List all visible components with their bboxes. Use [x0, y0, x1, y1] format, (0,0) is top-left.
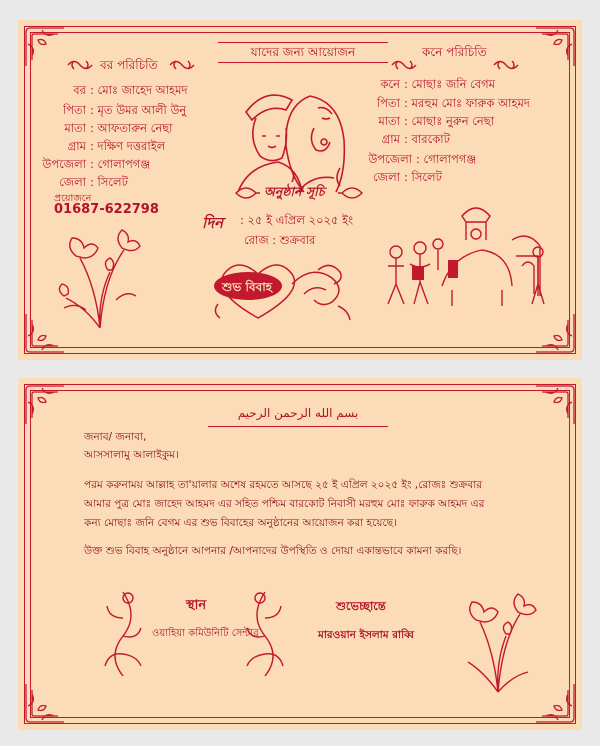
vine-ornament-icon	[240, 588, 290, 678]
groom-label: উপজেলা	[42, 157, 86, 171]
invitation-inner-card	[18, 378, 582, 730]
corner-ornament-icon	[532, 382, 578, 428]
bride-value: : মোছাঃ জনি বেগম	[404, 77, 496, 91]
bride-value: : গোলাপগঞ্জ	[416, 152, 477, 166]
groom-value: : সিলেট	[90, 175, 128, 189]
groom-value: : আফতারুন নেছা	[90, 121, 173, 135]
bride-label: পিতা	[376, 96, 400, 110]
corner-ornament-icon	[532, 24, 578, 70]
groom-heading: বর পরিচিতি	[100, 58, 158, 72]
wedding-procession-illustration	[382, 200, 552, 310]
corner-ornament-icon	[22, 24, 68, 70]
groom-value: : গোলাপগঞ্জ	[90, 157, 151, 171]
contact-label: প্রয়োজনে	[54, 193, 92, 204]
corner-ornament-icon	[532, 310, 578, 356]
event-banner: অনুষ্ঠান সূচি	[264, 184, 325, 199]
bride-label: গ্রাম	[381, 132, 400, 146]
venue-name: ওয়াহিয়া কমিউনিটি সেন্টার	[152, 628, 259, 639]
bride-value: : সিলেট	[404, 170, 442, 184]
groom-label: মাতা	[64, 121, 86, 135]
bride-value: : মরহুম মোঃ ফারুক আহমদ	[404, 96, 530, 110]
flourish-icon	[234, 184, 260, 202]
corner-ornament-icon	[532, 680, 578, 726]
flourish-icon	[390, 58, 418, 72]
groom-label: গ্রাম	[67, 139, 86, 153]
bride-label: জেলা	[373, 170, 400, 184]
phone-number: 01687-622798	[54, 202, 159, 217]
bride-heading: কনে পরিচিতি	[422, 45, 487, 59]
bride-value: : মোছাঃ নুরুন নেছা	[404, 114, 495, 128]
sender-name: মারওয়ান ইসলাম রাব্বি	[318, 629, 414, 641]
salutation: জনাব/ জনাবা,	[84, 431, 147, 443]
body-line: পরম করুনাময় আল্লাহ তা'য়ালার অশেষ রহমতে আসছে ২৫ ই এপ্রিল ২০২৫ ইং ,রোজঃ শুক্রবার	[84, 479, 483, 491]
bride-label: মাতা	[378, 114, 400, 128]
corner-ornament-icon	[22, 680, 68, 726]
bride-label: উপজেলা	[368, 152, 412, 166]
bride-value: : বারকোট	[404, 132, 450, 146]
invitation-front-card	[18, 20, 582, 360]
flower-illustration	[56, 220, 146, 330]
heart-text: শুভ বিবাহ	[222, 280, 273, 294]
groom-value: : মোঃ জাহেদ আহমদ	[90, 83, 188, 97]
groom-value: : মৃত উমর আলী উনু	[90, 103, 187, 117]
heading-rule	[218, 62, 388, 63]
bismillah-calligraphy: بسم الله الرحمن الرحيم	[237, 406, 359, 420]
body-line: কন্য মোছাঃ জনি বেগম এর শুভ বিবাহের অনুষ্ঠানের আয়োজন করা হয়েছে।	[84, 517, 397, 529]
event-day-label: দিন	[202, 214, 224, 232]
groom-label: বর	[73, 83, 86, 97]
groom-value: : দক্ষিণ দত্তরাইল	[90, 139, 166, 153]
vine-ornament-icon	[98, 588, 148, 678]
groom-label: পিতা	[62, 103, 86, 117]
center-heading: যাদের জন্য আয়োজন	[250, 45, 356, 59]
bride-groom-illustration	[218, 72, 368, 198]
heading-rule	[218, 42, 388, 43]
flourish-icon	[492, 58, 520, 72]
venue-label: স্থান	[186, 598, 207, 613]
flourish-icon	[66, 58, 94, 72]
flourish-icon	[338, 184, 364, 202]
corner-ornament-icon	[22, 382, 68, 428]
flourish-icon	[168, 58, 196, 72]
bride-label: কনে	[380, 77, 400, 91]
event-date: : ২৫ ই এপ্রিল ২০২৫ ইং	[240, 213, 354, 227]
regards-label: শুভেচ্ছান্তে	[336, 599, 386, 613]
event-weekday: রোজ : শুক্রবার	[244, 233, 316, 247]
body-line: উক্ত শুভ বিবাহ অনুষ্ঠানে আপনার /আপনাদের উপস্থিতি ও দোয়া একান্তভাবে কামনা করছি।	[84, 545, 462, 557]
heading-rule	[208, 426, 388, 427]
flower-illustration	[458, 584, 538, 694]
body-line: আমার পুত্র মোঃ জাহেদ আহমদ এর সহিত পশ্চিম বারকোট নিবাসী মরহুম মোঃ ফারুক আহমদ এর	[84, 498, 485, 510]
greeting: আসসালামু আলাইকুম।	[84, 449, 179, 461]
groom-label: জেলা	[59, 175, 86, 189]
